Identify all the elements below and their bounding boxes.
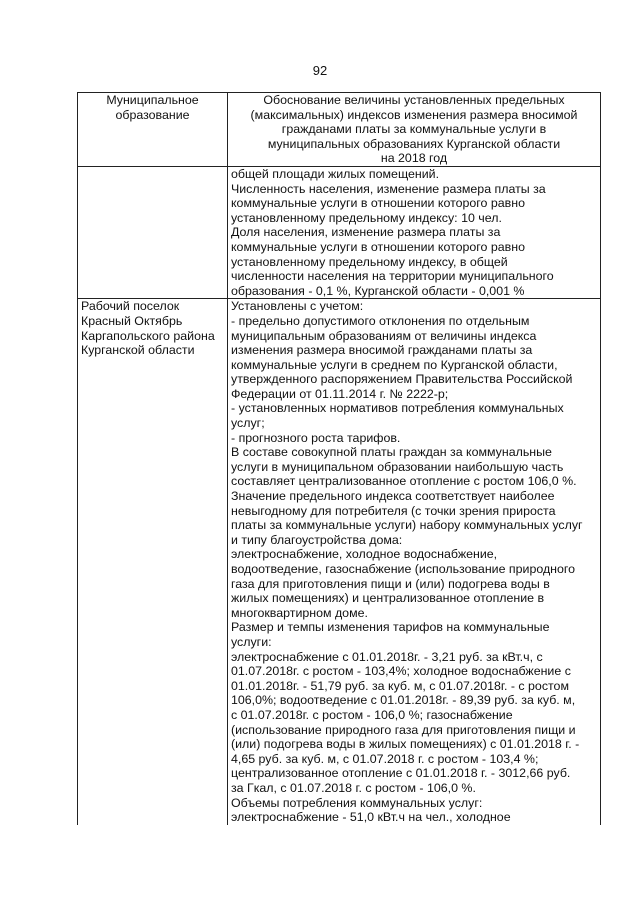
text-line: 01.01.2018г. - 51,79 руб. за куб. м, с 01.07.2018г. - с ростом bbox=[231, 678, 569, 693]
text-line: общей площади жилых помещений. bbox=[231, 166, 440, 181]
text-line: Доля населения, изменение размера платы за bbox=[231, 225, 501, 240]
text-line: Рабочий поселок bbox=[81, 299, 180, 314]
text-line: централизованное отопление с 01.01.2018 г. - 3012,66 руб. bbox=[231, 766, 571, 781]
text-line: на 2018 год bbox=[380, 151, 448, 166]
row1-justification-cell bbox=[228, 166, 601, 298]
text-line: Значение предельного индекса соответствует наиболее bbox=[231, 489, 555, 504]
header-municipality bbox=[78, 93, 228, 167]
text-line: Курганской области bbox=[81, 343, 195, 358]
text-line: изменения размера вносимой гражданами платы за bbox=[231, 343, 533, 358]
row1-municipality-cell bbox=[78, 166, 228, 298]
text-line: услуг; bbox=[231, 416, 265, 431]
text-line: Красный Октябрь bbox=[81, 313, 183, 328]
text-line: многоквартирном доме. bbox=[231, 605, 368, 620]
text-line: коммунальные услуги в отношении которого равно bbox=[231, 196, 525, 211]
text-line: составляет централизованное отопление с ростом 106,0 %. bbox=[231, 474, 577, 489]
text-line: Обоснование величины установленных предельных bbox=[263, 93, 565, 107]
text-line: Размер и темпы изменения тарифов на коммунальные bbox=[231, 620, 550, 635]
text-line: гражданами платы за коммунальные услуги в bbox=[281, 122, 547, 137]
text-line: коммунальные услуги в отношении которого равно bbox=[231, 239, 525, 254]
text-line: Численность населения, изменение размера платы за bbox=[231, 181, 546, 196]
text-line: (использование природного газа для приготовления пищи и bbox=[231, 722, 576, 737]
text-line: Муниципальное bbox=[106, 93, 199, 107]
text-line: невыгодному для потребителя (с точки зрения прироста bbox=[231, 503, 556, 518]
text-line: В составе совокупной платы граждан за коммунальные bbox=[231, 445, 552, 460]
text-line: электроснабжение, холодное водоснабжение, bbox=[231, 547, 498, 562]
text-line: - предельно допустимого отклонения по отдельным bbox=[231, 313, 530, 328]
table-row bbox=[78, 166, 601, 298]
text-line: услуги в муниципальном образовании наибольшую часть bbox=[231, 459, 564, 474]
text-line: электроснабжение - 51,0 кВт.ч на чел., холодное bbox=[231, 810, 511, 825]
page-number: 92 bbox=[312, 63, 328, 78]
text-line: с 01.07.2018г. с ростом - 106,0 %; газоснабжение bbox=[231, 707, 513, 722]
row2-municipality-cell bbox=[78, 299, 228, 825]
text-line: и типу благоустройства дома: bbox=[231, 532, 403, 547]
text-line: численности населения на территории муниципального bbox=[231, 269, 554, 284]
text-line: муниципальных образованиях Курганской области bbox=[267, 136, 561, 151]
text-line: установленному предельному индексу: 10 чел. bbox=[231, 210, 502, 225]
text-line: электроснабжение с 01.01.2018г. - 3,21 руб. за кВт.ч, с bbox=[231, 649, 543, 664]
text-line: водоотведение, газоснабжение (использование природного bbox=[231, 562, 576, 576]
text-line: (максимальных) индексов изменения размера вносимой bbox=[250, 107, 578, 122]
header-justification bbox=[228, 93, 601, 167]
table-header-row bbox=[78, 93, 601, 167]
text-line: газа для приготовления пищи и (или) подогрева воды в bbox=[231, 576, 550, 591]
text-line: Установлены с учетом: bbox=[231, 299, 364, 314]
text-line: образования - 0,1 %, Курганской области - 0,001 % bbox=[231, 283, 525, 298]
text-line: (или) подогрева воды в жилых помещениях) с 01.01.2018 г. - bbox=[231, 737, 580, 752]
text-line: 01.07.2018г. с ростом - 103,4%; холодное водоснабжение с bbox=[231, 664, 571, 679]
tariff-justification-table bbox=[77, 92, 601, 825]
text-line: Федерации от 01.11.2014 г. № 2222-р; bbox=[231, 386, 449, 401]
text-line: коммунальные услуги в среднем по Курганской области, bbox=[231, 357, 558, 372]
text-line: - прогнозного роста тарифов. bbox=[231, 430, 401, 445]
text-line: образование bbox=[115, 107, 190, 122]
text-line: 106,0%; водоотведение с 01.01.2018г. - 89,39 руб. за куб. м, bbox=[231, 693, 576, 708]
table-row bbox=[78, 299, 601, 825]
text-line: за Гкал, с 01.07.2018 г. с ростом - 106,0 %. bbox=[231, 780, 476, 795]
text-line: Объемы потребления коммунальных услуг: bbox=[231, 795, 483, 810]
text-line: услуги: bbox=[231, 634, 272, 649]
text-line: Каргапольского района bbox=[81, 328, 215, 343]
row2-justification-cell bbox=[228, 299, 601, 825]
text-line: жилых помещениях) и централизованное отопление в bbox=[231, 591, 545, 606]
text-line: 4,65 руб. за куб. м, с 01.07.2018 г. с ростом - 103,4 %; bbox=[231, 751, 539, 766]
text-line: установленному предельному индексу, в общей bbox=[231, 254, 508, 269]
text-line: платы за коммунальные услуги) набору коммунальных услуг bbox=[231, 518, 583, 533]
text-line: - установленных нормативов потребления коммунальных bbox=[231, 401, 564, 416]
text-line: утвержденного распоряжением Правительства Российской bbox=[231, 372, 573, 387]
text-line: муниципальным образованиям от величины индекса bbox=[231, 328, 537, 343]
